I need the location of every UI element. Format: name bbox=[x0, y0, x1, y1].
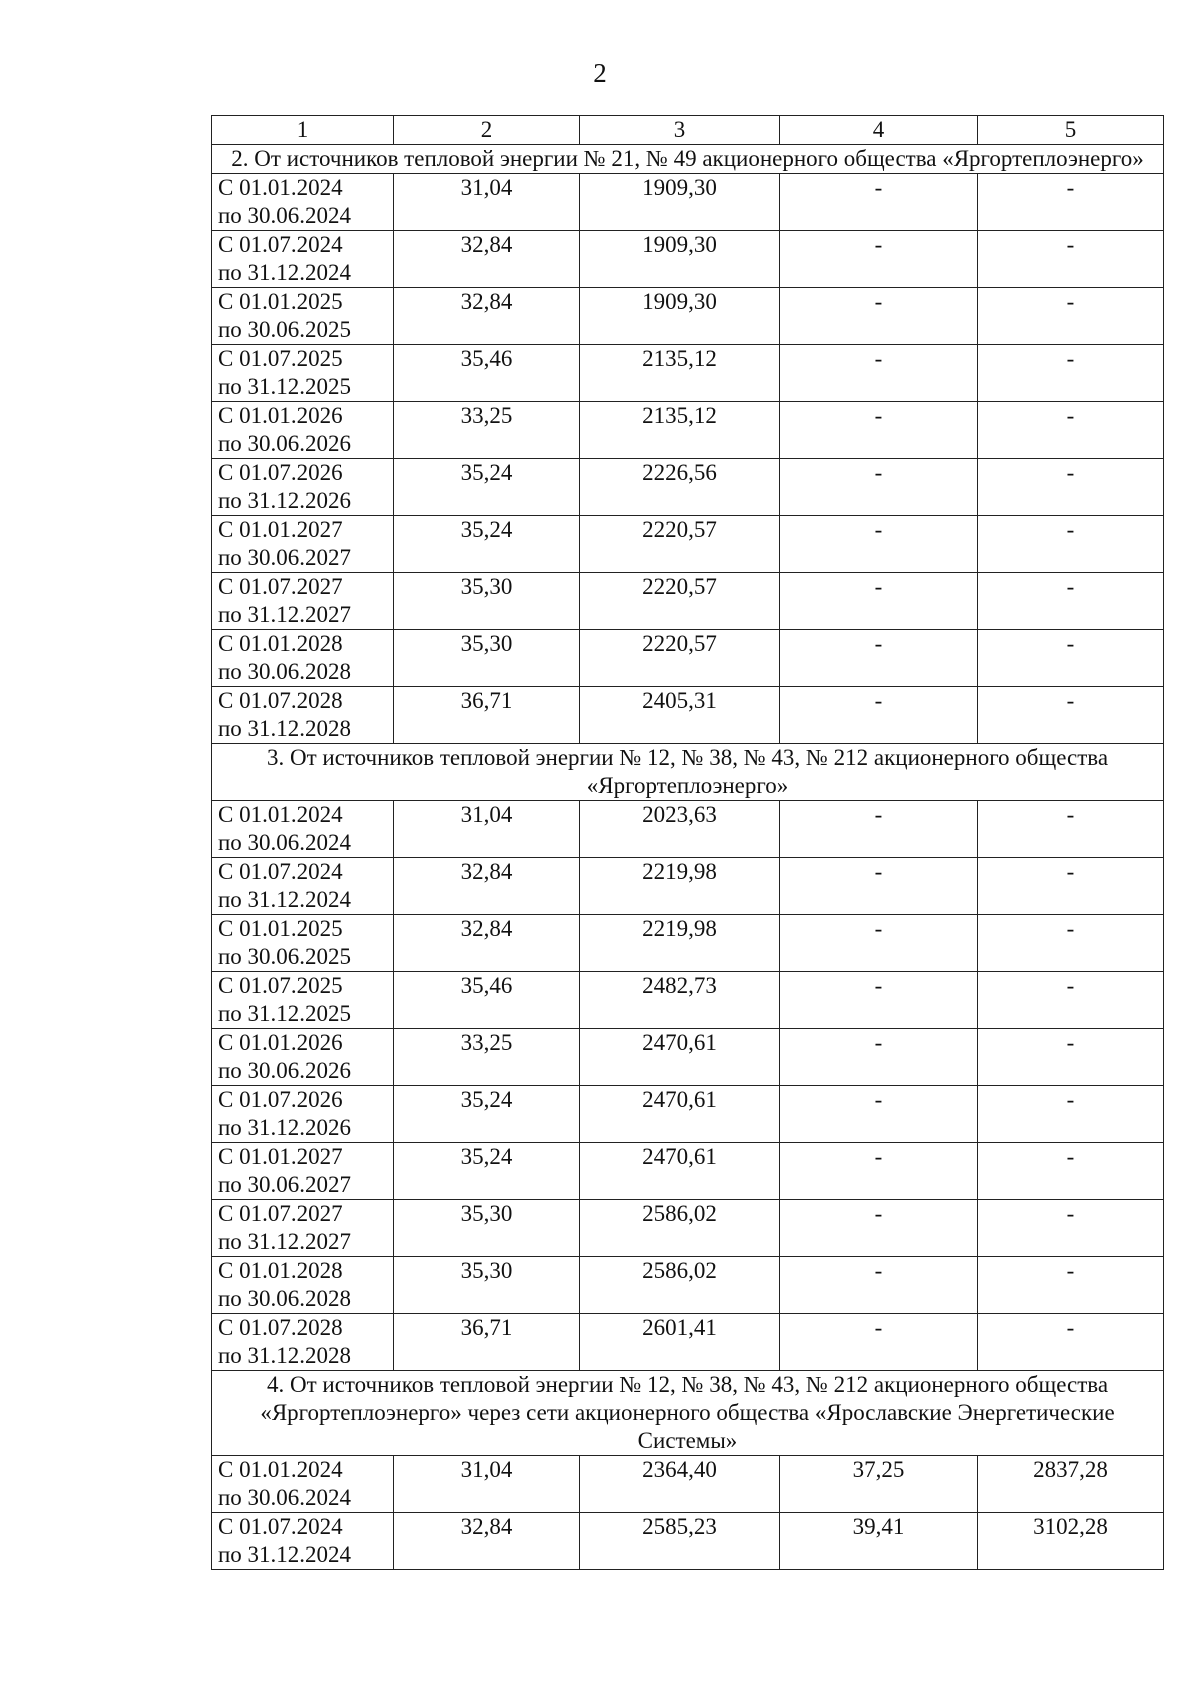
table-row bbox=[212, 1200, 1164, 1257]
table-row bbox=[212, 801, 1164, 858]
period-from: С 01.01.2026 bbox=[218, 403, 343, 428]
period-cell bbox=[212, 1029, 394, 1086]
value-cell-c4: - bbox=[780, 1200, 978, 1257]
period-from: С 01.01.2024 bbox=[218, 175, 343, 200]
period-from: С 01.01.2024 bbox=[218, 802, 343, 827]
table-row bbox=[212, 402, 1164, 459]
table-row bbox=[212, 459, 1164, 516]
period-to: по 31.12.2025 bbox=[218, 374, 352, 399]
period-cell bbox=[212, 630, 394, 687]
value-cell-c5: - bbox=[978, 231, 1164, 288]
column-header: 2 bbox=[394, 116, 580, 145]
period-cell bbox=[212, 858, 394, 915]
period-from: С 01.01.2025 bbox=[218, 289, 343, 314]
table-row bbox=[212, 1086, 1164, 1143]
period-to: по 30.06.2028 bbox=[218, 659, 352, 684]
value-cell-c5: - bbox=[978, 915, 1164, 972]
period-from: С 01.07.2025 bbox=[218, 973, 343, 998]
value-cell-c2: 35,24 bbox=[394, 1086, 580, 1143]
value-cell-c5: - bbox=[978, 1314, 1164, 1371]
value-cell-c2: 35,30 bbox=[394, 573, 580, 630]
period-cell bbox=[212, 345, 394, 402]
period-cell bbox=[212, 1200, 394, 1257]
value-cell-c2: 31,04 bbox=[394, 801, 580, 858]
value-cell-c3: 2470,61 bbox=[580, 1086, 780, 1143]
period-to: по 30.06.2027 bbox=[218, 545, 352, 570]
value-cell-c3: 2219,98 bbox=[580, 858, 780, 915]
period-from: С 01.01.2026 bbox=[218, 1030, 343, 1055]
table-row bbox=[212, 1314, 1164, 1371]
period-to: по 31.12.2025 bbox=[218, 1001, 352, 1026]
value-cell-c4: - bbox=[780, 459, 978, 516]
value-cell-c3: 2220,57 bbox=[580, 573, 780, 630]
value-cell-c3: 2219,98 bbox=[580, 915, 780, 972]
value-cell-c3: 2470,61 bbox=[580, 1143, 780, 1200]
value-cell-c2: 35,30 bbox=[394, 1200, 580, 1257]
value-cell-c5: - bbox=[978, 1200, 1164, 1257]
value-cell-c2: 35,46 bbox=[394, 345, 580, 402]
period-cell bbox=[212, 1513, 394, 1570]
value-cell-c3: 2585,23 bbox=[580, 1513, 780, 1570]
period-to: по 31.12.2024 bbox=[218, 1542, 352, 1567]
period-cell bbox=[212, 915, 394, 972]
section-title: 2. От источников тепловой энергии № 21, № 49 акционерного общества «Яргортеплоэнерго» bbox=[212, 145, 1164, 174]
table-row bbox=[212, 573, 1164, 630]
value-cell-c2: 32,84 bbox=[394, 915, 580, 972]
period-to: по 30.06.2028 bbox=[218, 1286, 352, 1311]
section-header-row bbox=[212, 145, 1164, 174]
table-row bbox=[212, 174, 1164, 231]
period-cell bbox=[212, 288, 394, 345]
value-cell-c2: 31,04 bbox=[394, 1456, 580, 1513]
value-cell-c5: - bbox=[978, 1143, 1164, 1200]
period-cell bbox=[212, 687, 394, 744]
table-row bbox=[212, 516, 1164, 573]
value-cell-c3: 2601,41 bbox=[580, 1314, 780, 1371]
period-cell bbox=[212, 1086, 394, 1143]
value-cell-c2: 35,24 bbox=[394, 1143, 580, 1200]
period-to: по 30.06.2026 bbox=[218, 1058, 352, 1083]
period-from: С 01.01.2028 bbox=[218, 631, 343, 656]
period-to: по 30.06.2025 bbox=[218, 944, 352, 969]
period-from: С 01.07.2024 bbox=[218, 859, 343, 884]
period-from: С 01.07.2026 bbox=[218, 460, 343, 485]
value-cell-c4: - bbox=[780, 1029, 978, 1086]
value-cell-c3: 2220,57 bbox=[580, 630, 780, 687]
column-number-row bbox=[212, 116, 1164, 145]
period-cell bbox=[212, 231, 394, 288]
value-cell-c5: - bbox=[978, 687, 1164, 744]
period-to: по 30.06.2025 bbox=[218, 317, 352, 342]
table-row bbox=[212, 915, 1164, 972]
value-cell-c5: - bbox=[978, 174, 1164, 231]
value-cell-c4: - bbox=[780, 858, 978, 915]
value-cell-c2: 35,24 bbox=[394, 516, 580, 573]
period-to: по 31.12.2024 bbox=[218, 887, 352, 912]
period-cell bbox=[212, 1143, 394, 1200]
value-cell-c4: - bbox=[780, 402, 978, 459]
period-from: С 01.07.2028 bbox=[218, 688, 343, 713]
value-cell-c4: - bbox=[780, 915, 978, 972]
value-cell-c4: - bbox=[780, 516, 978, 573]
period-to: по 31.12.2024 bbox=[218, 260, 352, 285]
value-cell-c4: - bbox=[780, 630, 978, 687]
value-cell-c4: - bbox=[780, 288, 978, 345]
value-cell-c2: 32,84 bbox=[394, 1513, 580, 1570]
period-to: по 30.06.2027 bbox=[218, 1172, 352, 1197]
value-cell-c5: 3102,28 bbox=[978, 1513, 1164, 1570]
period-from: С 01.07.2028 bbox=[218, 1315, 343, 1340]
period-from: С 01.01.2025 bbox=[218, 916, 343, 941]
period-from: С 01.01.2024 bbox=[218, 1457, 343, 1482]
period-to: по 31.12.2027 bbox=[218, 1229, 352, 1254]
value-cell-c2: 35,30 bbox=[394, 630, 580, 687]
period-cell bbox=[212, 1456, 394, 1513]
section-title: 4. От источников тепловой энергии № 12, № 38, № 43, № 212 акционерного общества «Яргортеплоэнерго» через сети акционерного общества «Ярославские Энергетические Системы» bbox=[212, 1371, 1164, 1456]
value-cell-c2: 36,71 bbox=[394, 687, 580, 744]
value-cell-c3: 2482,73 bbox=[580, 972, 780, 1029]
value-cell-c4: - bbox=[780, 231, 978, 288]
value-cell-c3: 2364,40 bbox=[580, 1456, 780, 1513]
period-from: С 01.07.2026 bbox=[218, 1087, 343, 1112]
value-cell-c4: - bbox=[780, 687, 978, 744]
period-from: С 01.07.2027 bbox=[218, 574, 343, 599]
period-cell bbox=[212, 573, 394, 630]
value-cell-c2: 35,30 bbox=[394, 1257, 580, 1314]
value-cell-c2: 32,84 bbox=[394, 858, 580, 915]
value-cell-c4: - bbox=[780, 345, 978, 402]
table-row bbox=[212, 972, 1164, 1029]
column-header: 5 bbox=[978, 116, 1164, 145]
value-cell-c5: - bbox=[978, 801, 1164, 858]
period-to: по 30.06.2024 bbox=[218, 203, 352, 228]
period-cell bbox=[212, 1257, 394, 1314]
period-to: по 31.12.2027 bbox=[218, 602, 352, 627]
period-cell bbox=[212, 1314, 394, 1371]
value-cell-c4: - bbox=[780, 801, 978, 858]
period-from: С 01.01.2027 bbox=[218, 517, 343, 542]
value-cell-c3: 2226,56 bbox=[580, 459, 780, 516]
value-cell-c3: 1909,30 bbox=[580, 174, 780, 231]
table-row bbox=[212, 630, 1164, 687]
value-cell-c3: 2023,63 bbox=[580, 801, 780, 858]
value-cell-c2: 35,24 bbox=[394, 459, 580, 516]
table-row bbox=[212, 1456, 1164, 1513]
table-row bbox=[212, 687, 1164, 744]
table-row bbox=[212, 1143, 1164, 1200]
column-header: 1 bbox=[212, 116, 394, 145]
period-from: С 01.01.2028 bbox=[218, 1258, 343, 1283]
period-to: по 31.12.2026 bbox=[218, 1115, 352, 1140]
value-cell-c2: 31,04 bbox=[394, 174, 580, 231]
value-cell-c4: 39,41 bbox=[780, 1513, 978, 1570]
table-row bbox=[212, 345, 1164, 402]
period-cell bbox=[212, 402, 394, 459]
period-from: С 01.01.2027 bbox=[218, 1144, 343, 1169]
period-from: С 01.07.2025 bbox=[218, 346, 343, 371]
value-cell-c5: - bbox=[978, 516, 1164, 573]
value-cell-c5: - bbox=[978, 858, 1164, 915]
table-row bbox=[212, 1029, 1164, 1086]
value-cell-c4: - bbox=[780, 1143, 978, 1200]
value-cell-c5: - bbox=[978, 402, 1164, 459]
value-cell-c5: - bbox=[978, 630, 1164, 687]
period-to: по 31.12.2028 bbox=[218, 1343, 352, 1368]
value-cell-c3: 1909,30 bbox=[580, 231, 780, 288]
value-cell-c5: - bbox=[978, 1086, 1164, 1143]
period-to: по 31.12.2026 bbox=[218, 488, 352, 513]
period-to: по 30.06.2026 bbox=[218, 431, 352, 456]
column-header: 4 bbox=[780, 116, 978, 145]
period-cell bbox=[212, 174, 394, 231]
value-cell-c3: 2220,57 bbox=[580, 516, 780, 573]
value-cell-c2: 32,84 bbox=[394, 231, 580, 288]
value-cell-c5: - bbox=[978, 972, 1164, 1029]
value-cell-c2: 35,46 bbox=[394, 972, 580, 1029]
section-header-row bbox=[212, 1371, 1164, 1456]
value-cell-c5: - bbox=[978, 345, 1164, 402]
table-row bbox=[212, 231, 1164, 288]
value-cell-c5: - bbox=[978, 573, 1164, 630]
value-cell-c5: 2837,28 bbox=[978, 1456, 1164, 1513]
period-to: по 30.06.2024 bbox=[218, 830, 352, 855]
value-cell-c3: 2405,31 bbox=[580, 687, 780, 744]
value-cell-c5: - bbox=[978, 1029, 1164, 1086]
value-cell-c2: 33,25 bbox=[394, 402, 580, 459]
period-to: по 31.12.2028 bbox=[218, 716, 352, 741]
column-header: 3 bbox=[580, 116, 780, 145]
value-cell-c2: 33,25 bbox=[394, 1029, 580, 1086]
value-cell-c3: 2586,02 bbox=[580, 1257, 780, 1314]
value-cell-c4: 37,25 bbox=[780, 1456, 978, 1513]
period-from: С 01.07.2024 bbox=[218, 232, 343, 257]
value-cell-c4: - bbox=[780, 174, 978, 231]
value-cell-c3: 2135,12 bbox=[580, 345, 780, 402]
period-cell bbox=[212, 801, 394, 858]
value-cell-c2: 32,84 bbox=[394, 288, 580, 345]
section-header-row bbox=[212, 744, 1164, 801]
tariff-table bbox=[211, 115, 1164, 1570]
value-cell-c5: - bbox=[978, 459, 1164, 516]
section-title: 3. От источников тепловой энергии № 12, № 38, № 43, № 212 акционерного общества «Яргортеплоэнерго» bbox=[212, 744, 1164, 801]
value-cell-c4: - bbox=[780, 1257, 978, 1314]
period-to: по 30.06.2024 bbox=[218, 1485, 352, 1510]
value-cell-c4: - bbox=[780, 972, 978, 1029]
value-cell-c3: 2470,61 bbox=[580, 1029, 780, 1086]
table-row bbox=[212, 288, 1164, 345]
period-cell bbox=[212, 516, 394, 573]
value-cell-c4: - bbox=[780, 573, 978, 630]
page-number: 2 bbox=[593, 58, 607, 88]
value-cell-c4: - bbox=[780, 1314, 978, 1371]
period-cell bbox=[212, 972, 394, 1029]
period-from: С 01.07.2027 bbox=[218, 1201, 343, 1226]
value-cell-c5: - bbox=[978, 288, 1164, 345]
value-cell-c3: 2135,12 bbox=[580, 402, 780, 459]
period-cell bbox=[212, 459, 394, 516]
table-row bbox=[212, 1513, 1164, 1570]
table-row bbox=[212, 858, 1164, 915]
table-row bbox=[212, 1257, 1164, 1314]
value-cell-c4: - bbox=[780, 1086, 978, 1143]
value-cell-c3: 1909,30 bbox=[580, 288, 780, 345]
value-cell-c2: 36,71 bbox=[394, 1314, 580, 1371]
period-from: С 01.07.2024 bbox=[218, 1514, 343, 1539]
value-cell-c3: 2586,02 bbox=[580, 1200, 780, 1257]
value-cell-c5: - bbox=[978, 1257, 1164, 1314]
